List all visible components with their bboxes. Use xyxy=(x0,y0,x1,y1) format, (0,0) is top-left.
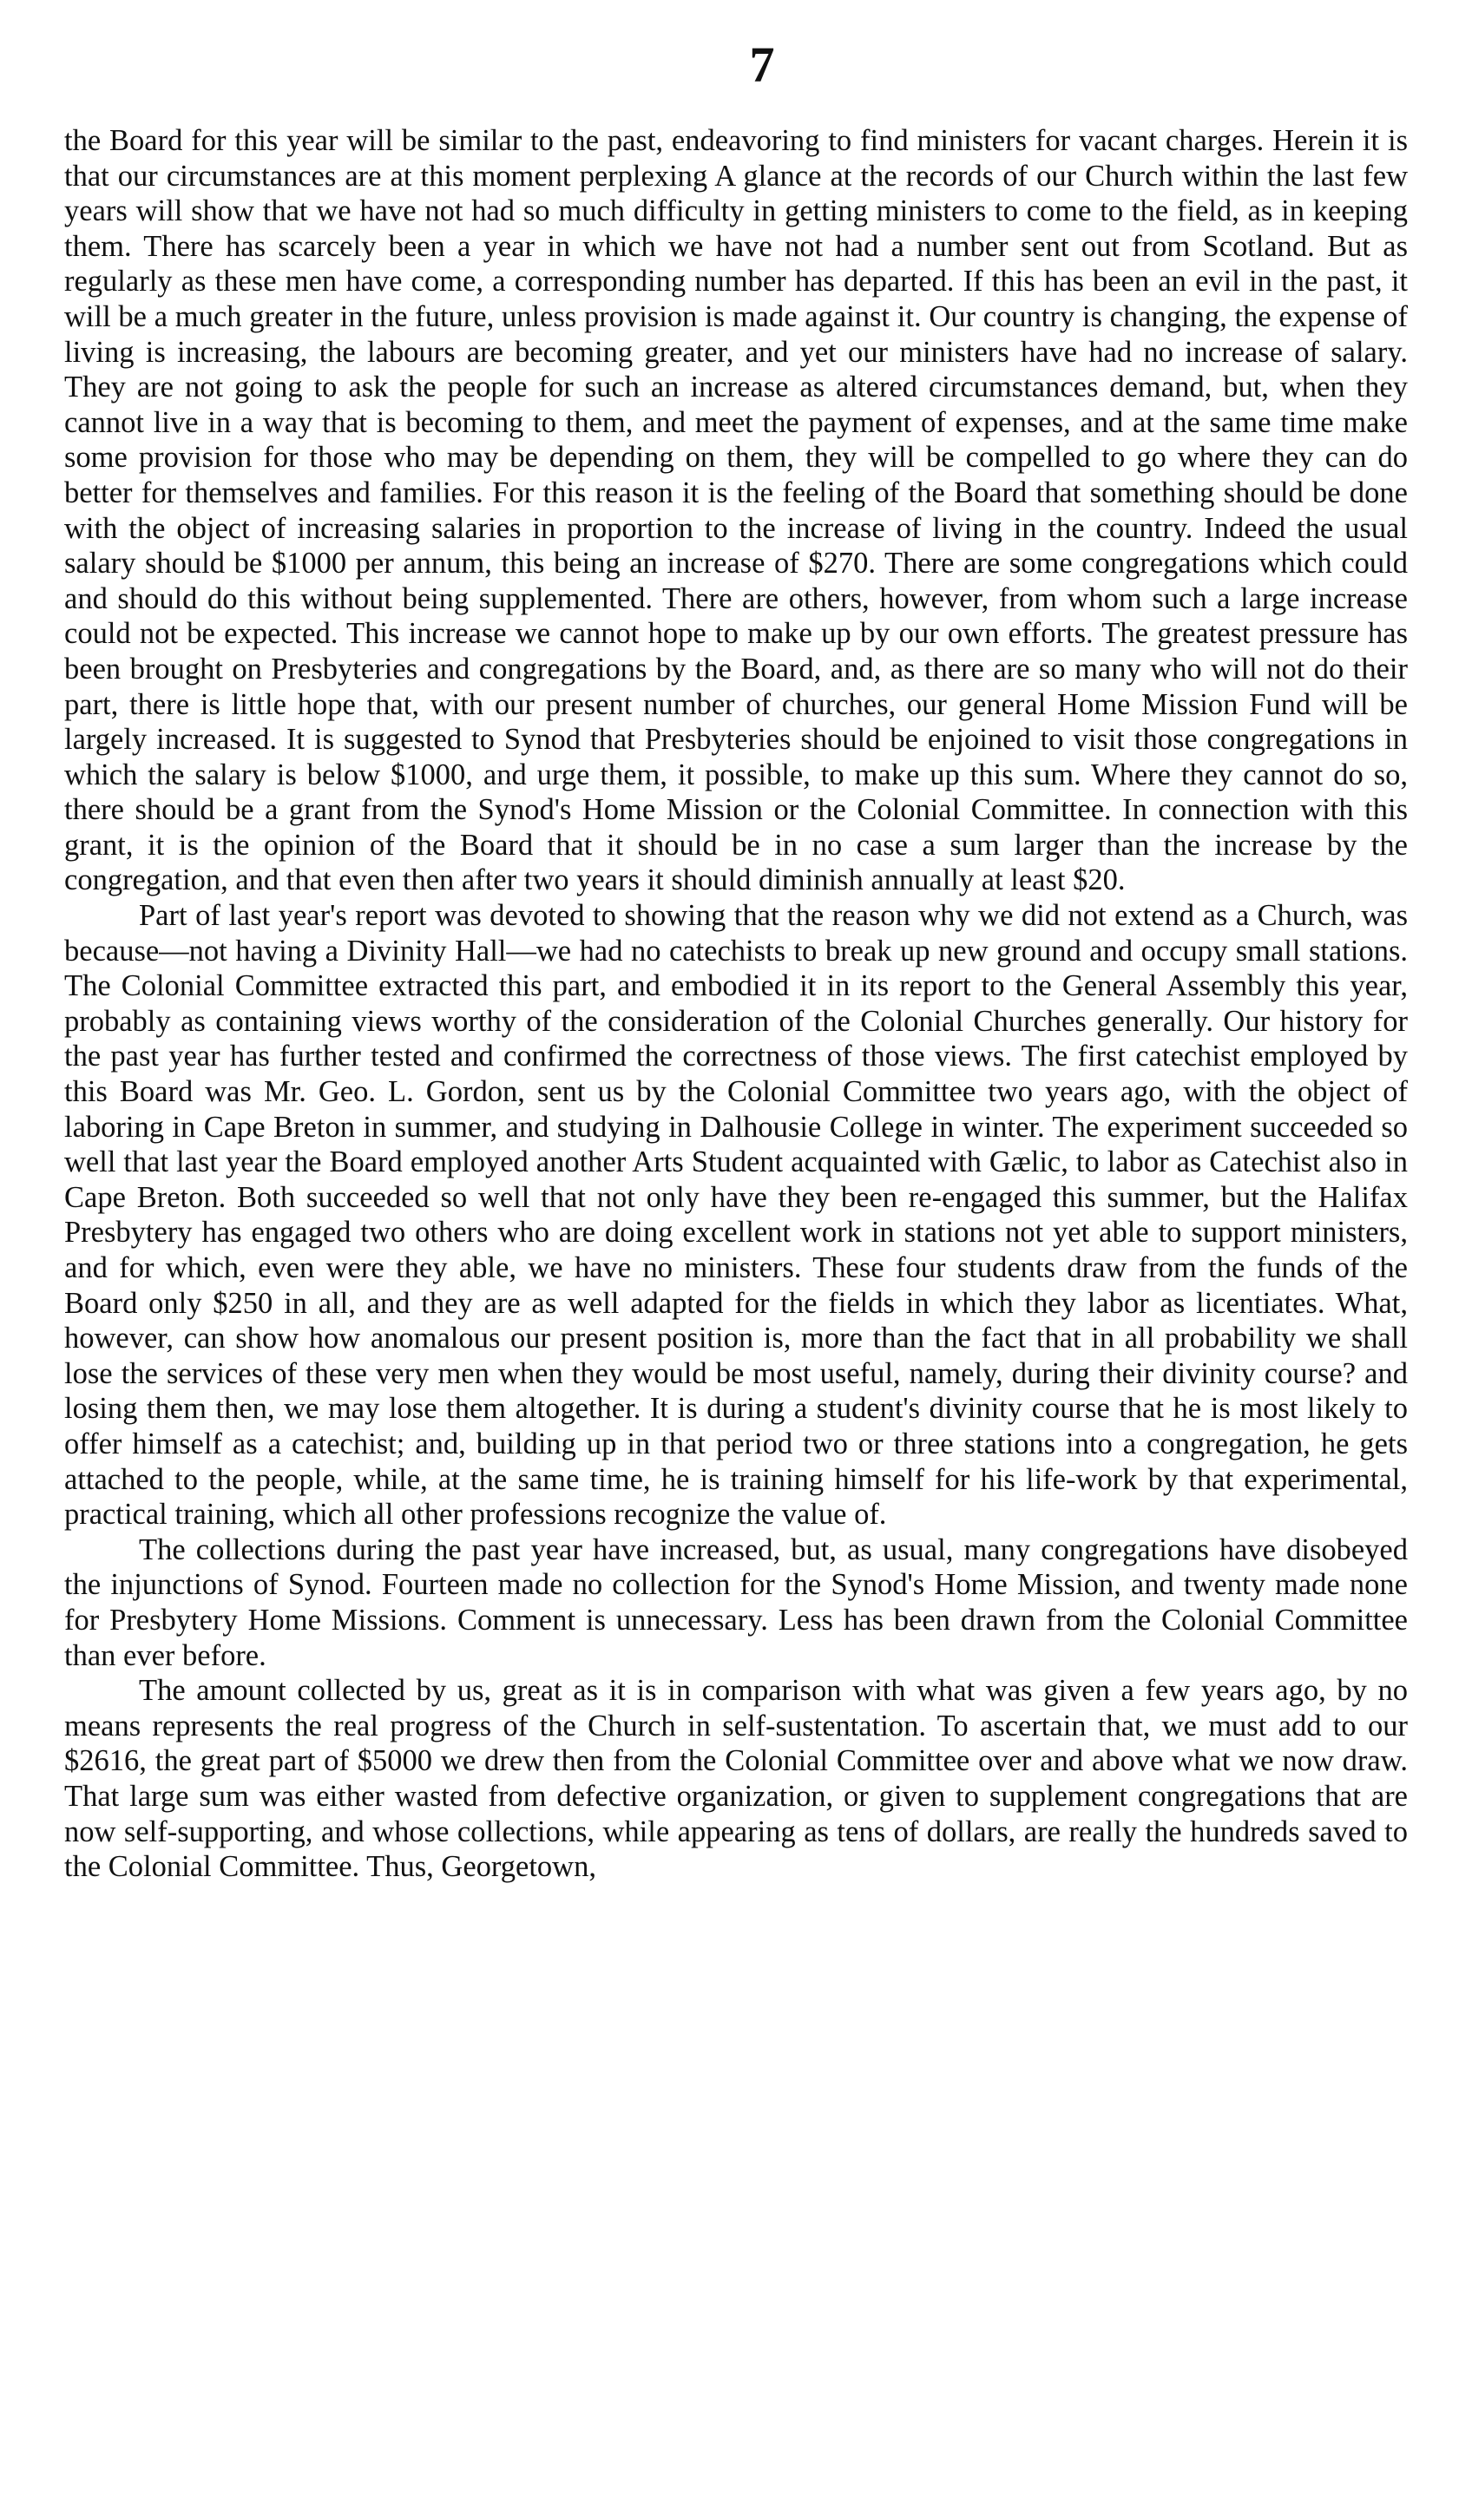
paragraph-salaries: the Board for this year will be similar to the past, endeavoring to find ministers for vacant charges. Herein it is that our circumstances are at this moment perplexing A glance at the records of our Church within the last few years will show that we have not had so much difficulty in getting ministers to come to the field, as in keeping them. There has scarcely been a year in which we have not had a number sent out from Scotland. But as regularly as these men have come, a corresponding number has departed. If this has been an evil in the past, it will be a much greater in the future, unless provision is made against it. Our country is changing, the expense of living is increasing, the labours are becoming greater, and yet our ministers have had no increase of salary. They are not going to ask the people for such an increase as altered circumstances demand, but, when they cannot live in a way that is becoming to them, and meet the payment of expenses, and at the same time make some provision for those who may be depending on them, they will be compelled to go where they can do better for themselves and families. For this reason it is the feeling of the Board that something should be done with the object of increasing salaries in proportion to the increase of living in the country. Indeed the usual salary should be $1000 per annum, this being an increase of $270. There are some congregations which could and should do this without being supplemented. There are others, however, from whom such a large increase could not be expected. This increase we cannot hope to make up by our own efforts. The greatest pressure has been brought on Presbyteries and congregations by the Board, and, as there are so many who will not do their part, there is little hope that, with our present number of churches, our general Home Mission Fund will be largely increased. It is suggested to Synod that Presbyteries should be enjoined to visit those congregations in which the salary is below $1000, and urge them, it possible, to make up this sum. Where they cannot do so, there should be a grant from the Synod's Home Mission or the Colonial Committee. In connection with this grant, it is the opinion of the Board that it should be in no case a sum larger than the increase by the congregation, and that even then after two years it should diminish annually at least $20. xyxy=(64,124,1408,897)
paragraph-amount-collected: The amount collected by us, great as it is in comparison with what was given a few years ago, by no means represents the real progress of the Church in self-sustentation. To ascertain that, we must add to our $2616, the great part of $5000 we drew then from the Colonial Committee over and above what we now draw. That large sum was either wasted from defective organization, or given to supplement congregations that are now self-supporting, and whose collections, while appearing as tens of dollars, are really the hundreds saved to the Colonial Committee. Thus, Georgetown, xyxy=(64,1674,1408,1884)
paragraph-collections: The collections during the past year have increased, but, as usual, many congregations have disobeyed the injunctions of Synod. Fourteen made no collection for the Synod's Home Mission, and twenty made none for Presbytery Home Missions. Comment is unnecessary. Less has been drawn from the Colonial Committee than ever before. xyxy=(64,1532,1408,1672)
page-number: 7 xyxy=(749,36,775,93)
document-page xyxy=(64,26,1408,1885)
paragraph-catechists: Part of last year's report was devoted to showing that the reason why we did not extend as a Church, was because—not having a Divinity Hall—we had no catechists to break up new ground and occupy small stations. The Colonial Committee extracted this part, and embodied it in its report to the General Assembly this year, probably as containing views worthy of the consideration of the Colonial Churches generally. Our history for the past year has further tested and confirmed the correctness of those views. The first catechist employed by this Board was Mr. Geo. L. Gordon, sent us by the Colonial Committee two years ago, with the object of laboring in Cape Breton in summer, and studying in Dalhousie College in winter. The experiment succeeded so well that last year the Board employed another Arts Student acquainted with Gælic, to labor as Catechist also in Cape Breton. Both succeeded so well that not only have they been re-engaged this summer, but the Halifax Presbytery has engaged two others who are doing excellent work in stations not yet able to support ministers, and for which, even were they able, we have no ministers. These four students draw from the funds of the Board only $250 in all, and they are as well adapted for the fields in which they labor as licentiates. What, however, can show how anomalous our present position is, more than the fact that in all probability we shall lose the services of these very men when they would be most useful, namely, during their divinity course? and losing them then, we may lose them altogether. It is during a student's divinity course that he is most likely to offer himself as a catechist; and, building up in that period two or three stations into a congregation, he gets attached to the people, while, at the same time, he is training himself for his life-work by that experimental, practical training, which all other professions recognize the value of. xyxy=(64,899,1408,1532)
